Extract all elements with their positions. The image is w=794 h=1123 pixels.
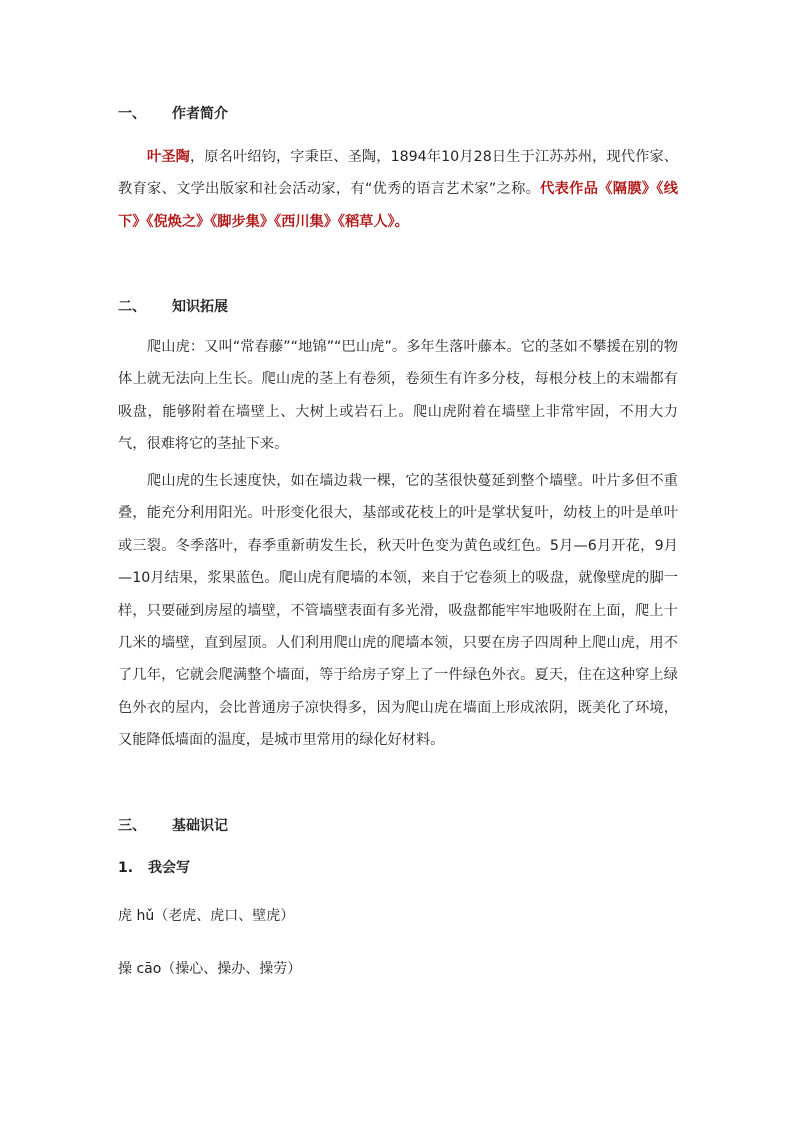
- representative-works: 代表作品《隔膜》《线下》《倪焕之》《脚步集》《西川集》《稻草人》。: [118, 181, 678, 230]
- author-name: 叶圣陶: [147, 149, 190, 165]
- section-heading-author: [118, 103, 228, 123]
- section-number: 一、: [118, 106, 146, 122]
- section-title: 知识拓展: [172, 299, 228, 315]
- section-title: 作者简介: [172, 106, 228, 122]
- subsection-number: 1.: [118, 860, 134, 876]
- section-heading-knowledge: [118, 296, 228, 316]
- section-heading-basics: [118, 815, 228, 835]
- knowledge-paragraph-1: 爬山虎：又叫“常春藤”“地锦”“巴山虎”。多年生落叶藤本。它的茎如不攀援在别的物体上就无法向上生长。爬山虎的茎上有卷须，卷须生有许多分枝，每根分枝上的末端都有吸盘，能够附着在墙壁上、大树上或岩石上。爬山虎附着在墙壁上非常牢固，不用大力气，很难将它的茎扯下来。: [118, 339, 678, 453]
- vocab-item-cao: 操 cāo（操心、操办、操劳）: [118, 961, 302, 977]
- section-title: 基础识记: [172, 818, 228, 834]
- author-bio: ，原名叶绍钧，字秉臣、圣陶，1894年10月28日生于江苏苏州，现代作家、教育家、文学出版家和社会活动家，有“优秀的语言艺术家”之称。: [118, 149, 678, 198]
- section-number: 二、: [118, 299, 146, 315]
- vocab-item-hu: 虎 hǔ（老虎、虎口、壁虎）: [118, 908, 295, 924]
- subsection-title: 我会写: [148, 860, 190, 876]
- author-intro-paragraph: [118, 141, 678, 238]
- subsection-heading-write: [118, 857, 190, 877]
- knowledge-paragraph-2: 爬山虎的生长速度快，如在墙边栽一棵，它的茎很快蔓延到整个墙壁。叶片多但不重叠，能充分利用阳光。叶形变化很大，基部或花枝上的叶是掌状复叶，幼枝上的叶是单叶或三裂。冬季落叶，春季重新萌发生长，秋天叶色变为黄色或红色。5月—6月开花，9月—10月结果，浆果蓝色。爬山虎有爬墙的本领，来自于它卷须上的吸盘，就像壁虎的脚一样，只要碰到房屋的墙壁，不管墙壁表面有多光滑，吸盘都能牢牢地吸附在上面，爬上十几米的墙壁，直到屋顶。人们利用爬山虎的爬墙本领，只要在房子四周种上爬山虎，用不了几年，它就会爬满整个墙面，等于给房子穿上了一件绿色外衣。夏天，住在这种穿上绿色外衣的屋内，会比普通房子凉快得多，因为爬山虎在墙面上形成浓阴，既美化了环境，又能降低墙面的温度，是城市里常用的绿化好材料。: [118, 473, 678, 749]
- section-number: 三、: [118, 818, 146, 834]
